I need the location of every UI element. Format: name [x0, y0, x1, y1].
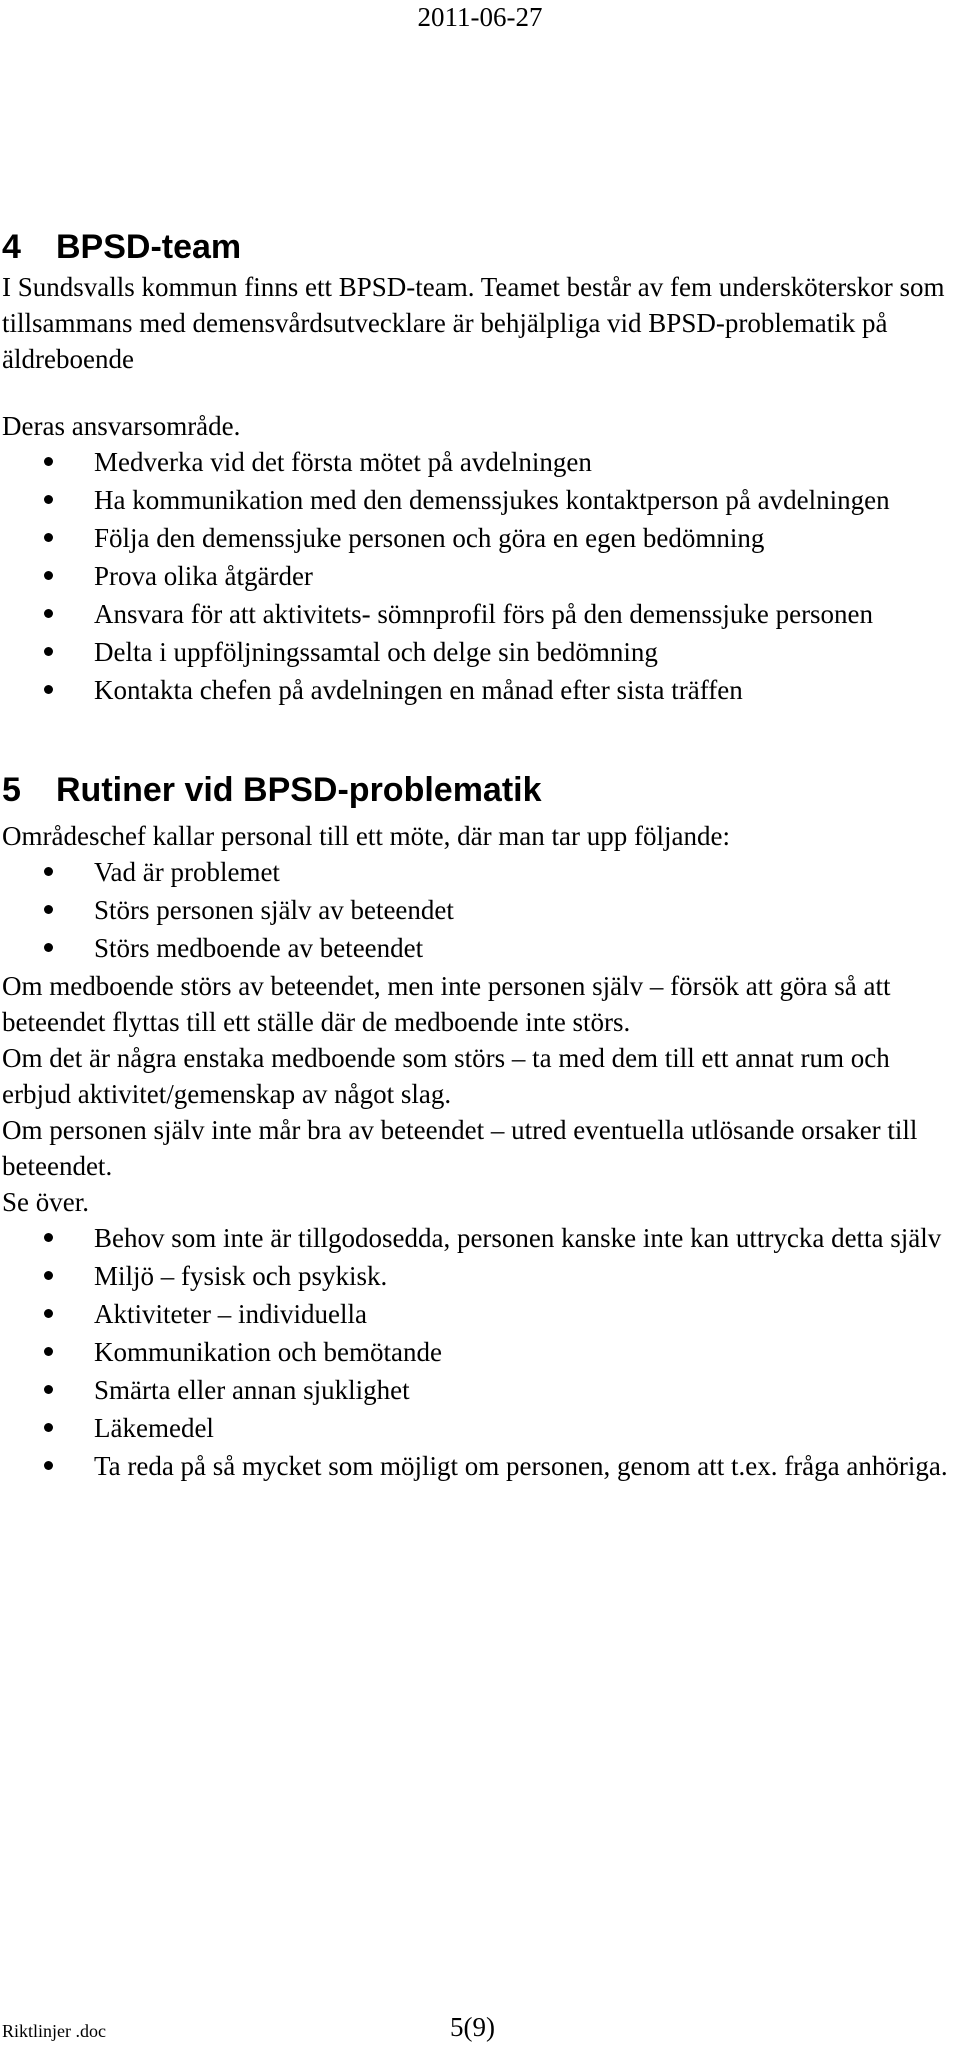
list-item: Prova olika åtgärder: [94, 558, 952, 594]
responsibility-list: [2, 444, 952, 708]
footer-filename: Riktlinjer .doc: [2, 2021, 106, 2041]
bullet-icon: [44, 647, 53, 656]
list-item: Vad är problemet: [94, 854, 952, 890]
list-item: Ta reda på så mycket som möjligt om personen, genom att t.ex. fråga anhöriga.: [94, 1448, 952, 1484]
list-item: Behov som inte är tillgodosedda, personen kanske inte kan uttrycka detta själv: [94, 1220, 952, 1256]
bullet-icon: [44, 1461, 53, 1470]
list-item: Ha kommunikation med den demenssjukes kontaktperson på avdelningen: [94, 482, 952, 518]
section-4-heading: [2, 225, 952, 269]
document-body: [2, 225, 952, 1486]
bullet-icon: [44, 905, 53, 914]
section-5-intro: Områdeschef kallar personal till ett möte, där man tar upp följande:: [2, 821, 730, 851]
section-5-number: 5: [2, 771, 21, 809]
list-item: Medverka vid det första mötet på avdelningen: [94, 444, 952, 480]
bullet-icon: [44, 1347, 53, 1356]
paragraph-3: Om personen själv inte mår bra av beteendet – utred eventuella utlösande orsaker till beteendet.: [2, 1115, 918, 1181]
section-5-title: Rutiner vid BPSD-problematik: [56, 771, 542, 809]
list-item: Ansvara för att aktivitets- sömnprofil förs på den demenssjuke personen: [94, 596, 952, 632]
question-list: [2, 854, 952, 966]
section-5-heading: [2, 768, 952, 812]
bullet-icon: [44, 571, 53, 580]
list-item: Kommunikation och bemötande: [94, 1334, 952, 1370]
bullet-icon: [44, 1423, 53, 1432]
paragraph-1: Om medboende störs av beteendet, men inte personen själv – försök att göra så att beteendet flyttas till ett ställe där de medboende inte störs.: [2, 971, 891, 1037]
list-item: Smärta eller annan sjuklighet: [94, 1372, 952, 1408]
header-date: 2011-06-27: [417, 2, 543, 32]
list-item: Störs personen själv av beteendet: [94, 892, 952, 928]
list-item: Kontakta chefen på avdelningen en månad efter sista träffen: [94, 672, 952, 708]
bullet-icon: [44, 867, 53, 876]
section-4-number: 4: [2, 228, 21, 266]
bullet-icon: [44, 457, 53, 466]
footer-page-number: 5(9): [450, 2012, 495, 2042]
bullet-icon: [44, 1271, 53, 1280]
bullet-icon: [44, 1309, 53, 1318]
bullet-icon: [44, 943, 53, 952]
responsibility-label: Deras ansvarsområde.: [2, 411, 241, 441]
see-over-label: Se över.: [2, 1187, 89, 1217]
list-item: Läkemedel: [94, 1410, 952, 1446]
list-item: Miljö – fysisk och psykisk.: [94, 1258, 952, 1294]
bullet-icon: [44, 495, 53, 504]
list-item: Följa den demenssjuke personen och göra en egen bedömning: [94, 520, 952, 556]
bullet-icon: [44, 1385, 53, 1394]
paragraph-2: Om det är några enstaka medboende som störs – ta med dem till ett annat rum och erbjud aktivitet/gemenskap av något slag.: [2, 1043, 890, 1109]
bullet-icon: [44, 533, 53, 542]
list-item: Delta i uppföljningssamtal och delge sin bedömning: [94, 634, 952, 670]
section-4-title: BPSD-team: [56, 228, 242, 266]
bullet-icon: [44, 685, 53, 694]
review-list: [2, 1220, 952, 1484]
list-item: Aktiviteter – individuella: [94, 1296, 952, 1332]
list-item: Störs medboende av beteendet: [94, 930, 952, 966]
section-4-intro: I Sundsvalls kommun finns ett BPSD-team. Teamet består av fem undersköterskor som tillsammans med demensvårdsutvecklare är behjälpliga vid BPSD-problematik på äldreboende: [2, 272, 945, 374]
bullet-icon: [44, 609, 53, 618]
bullet-icon: [44, 1233, 53, 1242]
